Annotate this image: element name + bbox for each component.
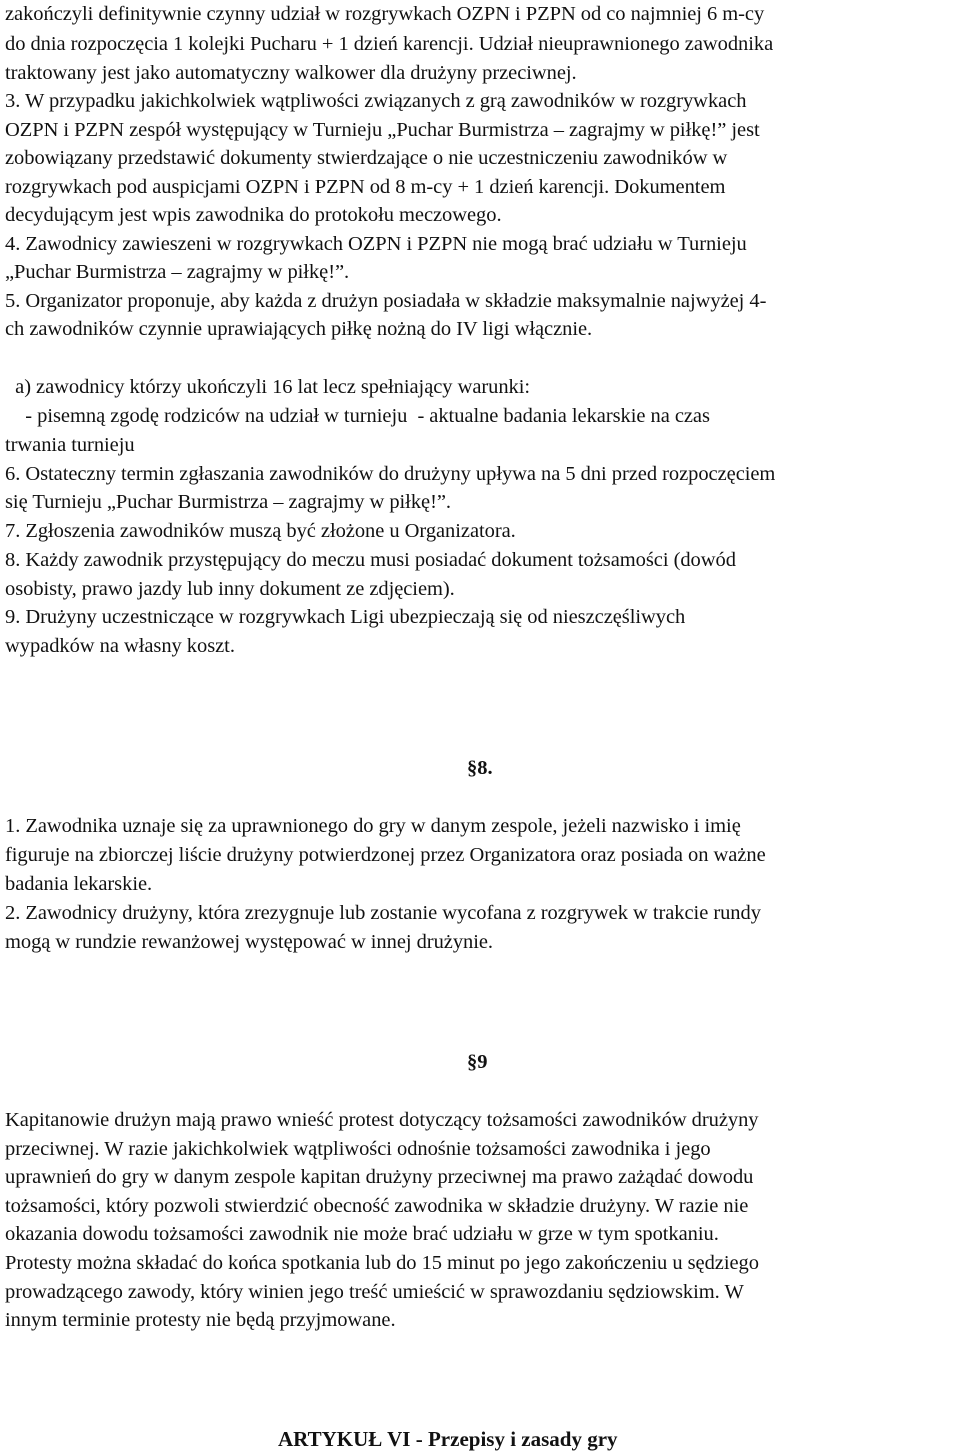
paragraph-line: zakończyli definitywnie czynny udział w rozgrywkach OZPN i PZPN od co najmniej 6 m-cy: [5, 3, 765, 25]
paragraph-line: 2. Zawodnicy drużyny, która zrezygnuje lub zostanie wycofana z rozgrywek w trakcie rundy: [5, 902, 761, 924]
paragraph-line: rozgrywkach pod auspicjami OZPN i PZPN od 8 m-cy + 1 dzień karencji. Dokumentem: [5, 176, 726, 198]
paragraph-line: 6. Ostateczny termin zgłaszania zawodników do drużyny upływa na 5 dni przed rozpoczęciem: [5, 463, 776, 485]
paragraph-line: badania lekarskie.: [5, 873, 153, 895]
paragraph-line: a) zawodnicy którzy ukończyli 16 lat lecz spełniający warunki:: [5, 376, 531, 398]
paragraph-line: trwania turnieju: [5, 434, 135, 456]
paragraph-line: uprawnień do gry w danym zespole kapitan drużyny przeciwnej ma prawo zażądać dowodu: [5, 1166, 754, 1188]
paragraph-line: decydującym jest wpis zawodnika do protokołu meczowego.: [5, 204, 502, 226]
paragraph-line: 4. Zawodnicy zawieszeni w rozgrywkach OZPN i PZPN nie mogą brać udziału w Turnieju: [5, 233, 747, 255]
paragraph-line: figuruje na zbiorczej liście drużyny potwierdzonej przez Organizatora oraz posiada on ważne: [5, 844, 766, 866]
paragraph-line: 1. Zawodnika uznaje się za uprawnionego do gry w danym zespole, jeżeli nazwisko i imię: [5, 815, 741, 837]
paragraph-line: - pisemną zgodę rodziców na udział w turnieju - aktualne badania lekarskie na czas: [5, 405, 710, 427]
article-heading: ARTYKUŁ VI - Przepisy i zasady gry: [278, 1427, 618, 1451]
paragraph-line: traktowany jest jako automatyczny walkower dla drużyny przeciwnej.: [5, 62, 577, 84]
paragraph-line: OZPN i PZPN zespół występujący w Turnieju „Puchar Burmistrza – zagrajmy w piłkę!” jest: [5, 119, 760, 141]
section-heading-9: §9: [467, 1051, 488, 1073]
paragraph-line: 7. Zgłoszenia zawodników muszą być złożone u Organizatora.: [5, 520, 516, 542]
paragraph-line: przeciwnej. W razie jakichkolwiek wątpliwości odnośnie tożsamości zawodnika i jego: [5, 1138, 711, 1160]
paragraph-line: 5. Organizator proponuje, aby każda z drużyn posiadała w składzie maksymalnie najwyżej 4-: [5, 290, 767, 312]
paragraph-line: ch zawodników czynnie uprawiających piłkę nożną do IV ligi włącznie.: [5, 318, 593, 340]
paragraph-line: „Puchar Burmistrza – zagrajmy w piłkę!”.: [5, 261, 350, 283]
paragraph-line: do dnia rozpoczęcia 1 kolejki Pucharu + 1 dzień karencji. Udział nieuprawnionego zawodnika: [5, 33, 774, 55]
paragraph-line: Kapitanowie drużyn mają prawo wnieść protest dotyczący tożsamości zawodników drużyny: [5, 1109, 759, 1131]
paragraph-line: wypadków na własny koszt.: [5, 635, 235, 657]
paragraph-line: okazania dowodu tożsamości zawodnik nie może brać udziału w grze w tym spotkaniu.: [5, 1223, 719, 1245]
paragraph-line: 9. Drużyny uczestniczące w rozgrywkach Ligi ubezpieczają się od nieszczęśliwych: [5, 606, 686, 628]
paragraph-line: mogą w rundzie rewanżowej występować w innej drużynie.: [5, 931, 493, 953]
paragraph-line: 8. Każdy zawodnik przystępujący do meczu musi posiadać dokument tożsamości (dowód: [5, 549, 736, 571]
section-heading-8: §8.: [467, 757, 493, 779]
paragraph-line: się Turnieju „Puchar Burmistrza – zagrajmy w piłkę!”.: [5, 491, 451, 513]
paragraph-line: innym terminie protesty nie będą przyjmowane.: [5, 1309, 396, 1331]
paragraph-line: osobisty, prawo jazdy lub inny dokument ze zdjęciem).: [5, 578, 455, 600]
paragraph-line: 3. W przypadku jakichkolwiek wątpliwości związanych z grą zawodników w rozgrywkach: [5, 90, 747, 112]
paragraph-line: tożsamości, który pozwoli stwierdzić obecność zawodnika w składzie drużyny. W razie nie: [5, 1195, 749, 1217]
paragraph-line: prowadzącego zawody, który winien jego treść umieścić w sprawozdaniu sędziowskim. W: [5, 1281, 744, 1303]
paragraph-line: Protesty można składać do końca spotkania lub do 15 minut po jego zakończeniu u sędziego: [5, 1252, 759, 1274]
paragraph-line: zobowiązany przedstawić dokumenty stwierdzające o nie uczestniczeniu zawodników w: [5, 147, 728, 169]
